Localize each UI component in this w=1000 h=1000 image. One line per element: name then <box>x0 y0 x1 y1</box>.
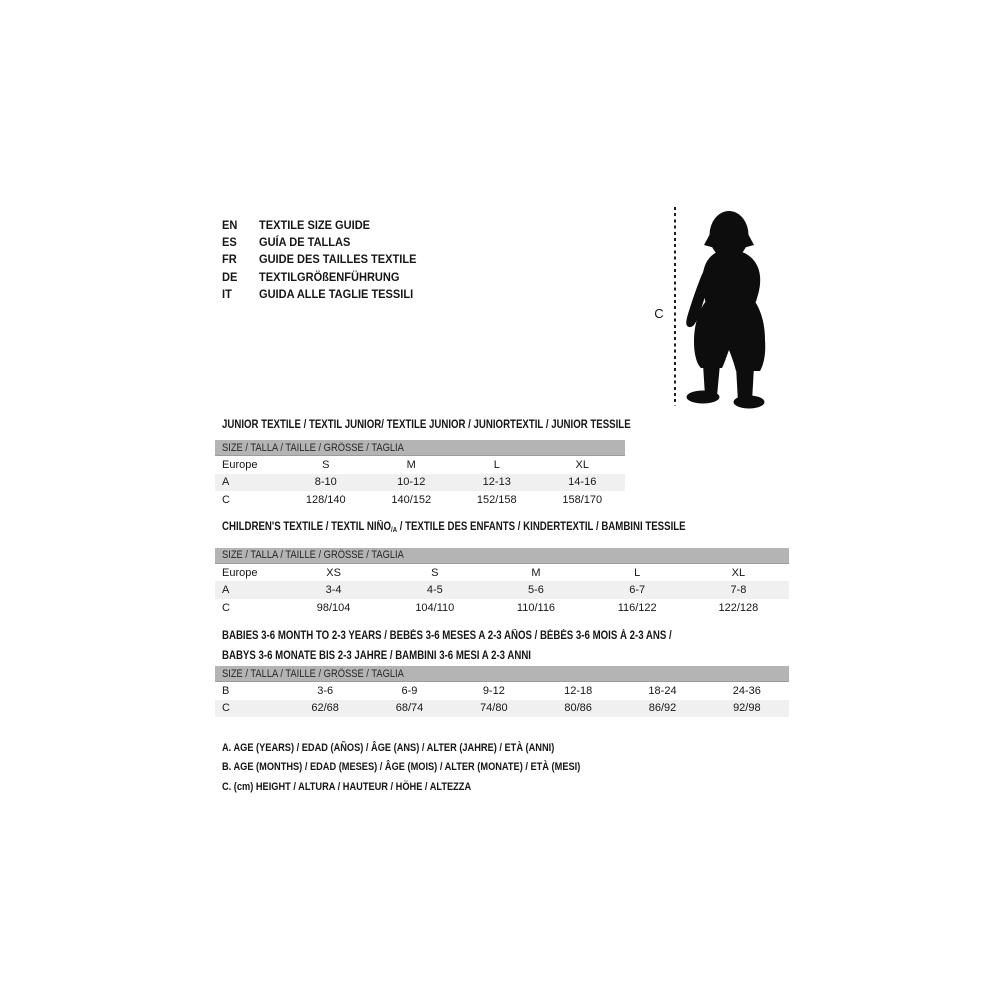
size-cell: 6-9 <box>401 684 418 697</box>
size-cell: 3-4 <box>325 584 342 597</box>
title-part: / TEXTILE DES ENFANTS / KINDERTEXTIL / BAMBINI TESSILE <box>397 521 686 533</box>
babies-textile-section <box>215 627 789 717</box>
language-label-text: GUIDE DES TAILLES TEXTILE <box>259 252 417 267</box>
language-code-text: EN <box>222 218 238 232</box>
size-header-text: SIZE / TALLA / TAILLE / GRÖSSE / TAGLIA <box>222 667 404 680</box>
size-header-bar <box>215 440 625 456</box>
size-cell: 7-8 <box>730 584 747 597</box>
language-label-text: GUÍA DE TALLAS <box>259 235 351 250</box>
language-label-text: TEXTILE SIZE GUIDE <box>259 218 371 232</box>
language-label <box>259 251 430 268</box>
language-code-text: IT <box>222 286 232 301</box>
language-row <box>222 251 430 268</box>
size-header-text: SIZE / TALLA / TAILLE / GRÖSSE / TAGLIA <box>222 441 404 454</box>
language-code <box>222 269 259 286</box>
language-row <box>222 269 430 286</box>
language-label <box>259 286 427 303</box>
junior-section-title <box>215 418 631 432</box>
size-cell: 18-24 <box>648 684 677 697</box>
size-cell: 12-13 <box>482 476 511 489</box>
table-row <box>215 682 789 700</box>
footnote-text: C. (cm) HEIGHT / ALTURA / HAUTEUR / HÖHE / ALTEZZA <box>222 780 472 793</box>
section-title-line <box>222 647 789 667</box>
size-cell: 68/74 <box>395 702 424 715</box>
language-row <box>222 234 430 251</box>
size-cell: S <box>431 566 439 579</box>
language-row <box>222 286 430 303</box>
row-label: C <box>222 601 230 614</box>
section-title-line <box>222 418 631 432</box>
size-header-text: SIZE / TALLA / TAILLE / GRÖSSE / TAGLIA <box>222 549 404 562</box>
size-cell: L <box>634 566 641 579</box>
section-title-line <box>222 627 789 647</box>
size-header-bar <box>215 548 789 564</box>
size-cell: 122/128 <box>718 601 759 614</box>
language-code-text: ES <box>222 235 237 250</box>
size-cell: 10-12 <box>397 476 426 489</box>
size-cell: 110/116 <box>516 601 556 614</box>
section-title-line <box>222 520 789 537</box>
language-label <box>259 217 380 234</box>
size-cell: 14-16 <box>568 476 597 489</box>
size-cell: XL <box>731 566 746 579</box>
height-label: C <box>654 306 664 321</box>
size-header-bar <box>215 666 789 682</box>
title-part: JUNIOR TEXTILE / TEXTIL JUNIOR/ TEXTILE JUNIOR / JUNIORTEXTIL / JUNIOR TESSILE <box>222 419 631 431</box>
language-code <box>222 251 259 268</box>
size-cell: 104/110 <box>415 601 455 614</box>
size-cell: L <box>493 458 500 471</box>
language-code-text: DE <box>222 269 238 284</box>
size-cell: XL <box>575 458 589 471</box>
language-code <box>222 286 259 303</box>
row-label: C <box>222 702 230 715</box>
table-row <box>215 700 789 718</box>
size-cell: 80/86 <box>564 702 592 715</box>
size-cell: XS <box>326 566 341 579</box>
children-section-title <box>215 520 789 537</box>
height-dashed-line <box>674 207 676 406</box>
size-cell: 86/92 <box>648 702 677 715</box>
language-label-text: GUIDA ALLE TAGLIE TESSILI <box>259 286 414 301</box>
footnotes <box>222 739 649 797</box>
footnote-text: A. AGE (YEARS) / EDAD (AÑOS) / ÂGE (ANS) / ALTER (JAHRE) / ETÀ (ANNI) <box>222 742 555 754</box>
section-title-text <box>222 418 631 432</box>
title-subscript: /A <box>391 525 398 534</box>
size-cell: 128/140 <box>305 493 346 506</box>
size-cell: 140/152 <box>391 493 432 506</box>
toddler-silhouette-icon <box>681 206 775 411</box>
language-code <box>222 217 259 234</box>
footnote-text: B. AGE (MONTHS) / EDAD (MESES) / ÂGE (MOIS) / ALTER (MONATE) / ETÀ (MESI) <box>222 761 581 774</box>
table-row <box>215 581 789 599</box>
row-label: A <box>222 584 230 597</box>
language-label <box>259 234 358 251</box>
title-part: BABIES 3-6 MONTH TO 2-3 YEARS / BEBÉS 3-6 MESES A 2-3 AÑOS / BÉBÉS 3-6 MOIS À 2-3 ANS / <box>222 630 672 642</box>
row-label: Europe <box>222 566 258 579</box>
size-cell: 8-10 <box>314 476 337 489</box>
table-row <box>215 456 625 474</box>
language-code <box>222 234 259 251</box>
title-part: CHILDREN'S TEXTILE / TEXTIL NIÑO <box>222 521 392 533</box>
table-row <box>215 474 625 492</box>
section-title-text <box>222 520 686 537</box>
size-cell: 116/122 <box>617 601 657 614</box>
babies-section-title <box>215 627 789 666</box>
table-row <box>215 599 789 617</box>
row-label: B <box>222 684 230 697</box>
size-cell: 152/158 <box>476 493 517 506</box>
language-label-text: TEXTILGRÖßENFÜHRUNG <box>259 269 400 284</box>
language-row <box>222 217 430 234</box>
language-list <box>222 217 430 303</box>
row-label: A <box>222 476 230 489</box>
row-label: Europe <box>222 458 258 471</box>
size-cell: 4-5 <box>426 584 443 597</box>
section-title-text <box>222 627 672 647</box>
language-code-text: FR <box>222 252 237 267</box>
size-cell: 24-36 <box>732 684 761 697</box>
language-label <box>259 269 412 286</box>
row-label: C <box>222 493 230 506</box>
size-cell: M <box>406 458 416 471</box>
junior-textile-section <box>215 418 631 509</box>
size-cell: 9-12 <box>482 684 505 697</box>
size-cell: 158/170 <box>562 493 603 506</box>
size-cell: 92/98 <box>733 702 761 715</box>
size-cell: 74/80 <box>480 702 508 715</box>
footnote-line <box>222 778 649 797</box>
footnote-line <box>222 739 649 758</box>
size-cell: 98/104 <box>316 601 351 614</box>
title-part: BABYS 3-6 MONATE BIS 2-3 JAHRE / BAMBINI 3-6 MESI A 2-3 ANNI <box>222 649 531 662</box>
size-cell: S <box>322 458 330 471</box>
size-cell: 5-6 <box>528 584 544 597</box>
size-cell: M <box>531 566 541 579</box>
size-cell: 3-6 <box>317 684 334 697</box>
footnote-line <box>222 758 649 777</box>
size-cell: 6-7 <box>629 584 646 597</box>
childrens-textile-section <box>215 520 789 616</box>
size-cell: 62/68 <box>311 702 339 715</box>
section-title-text <box>222 647 531 667</box>
table-row <box>215 491 625 509</box>
table-row <box>215 564 789 582</box>
size-cell: 12-18 <box>564 684 593 697</box>
